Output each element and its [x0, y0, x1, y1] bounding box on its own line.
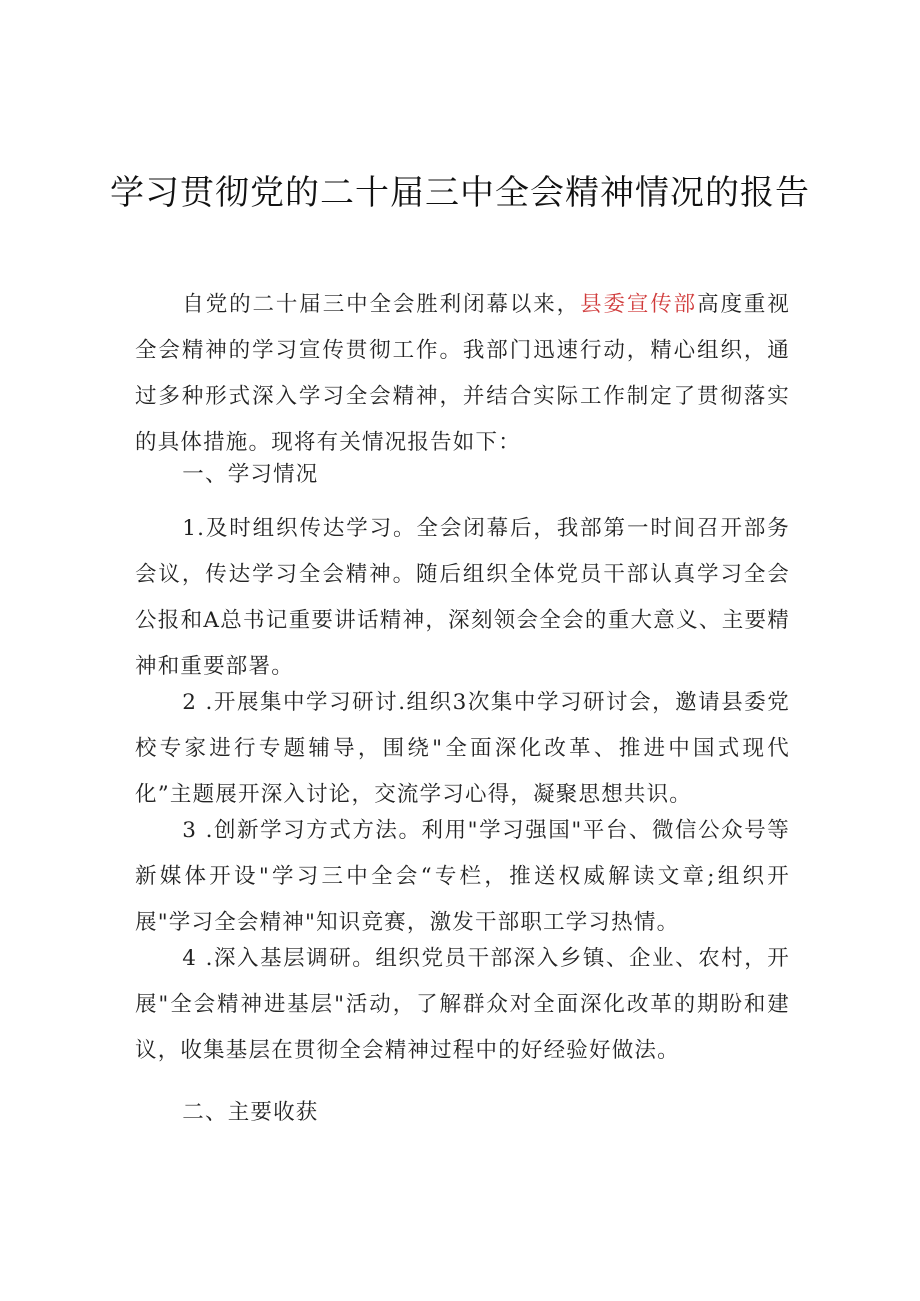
- intro-text-end: 高度重视全会精神的学习宣传贯彻工作。我部门迅速行动，精心组织，通过多种形式深入学习全会精神，并结合实际工作制定了贯彻落实的具体措施。现将有关情况报告如下：: [135, 292, 790, 455]
- intro-paragraph: [135, 282, 790, 466]
- list-item: 4 .深入基层调研。组织党员干部深入乡镇、企业、农村，开展"全会精神进基层"活动，了解群众对全面深化改革的期盼和建议，收集基层在贯彻全会精神过程中的好经验好做法。: [135, 946, 790, 1063]
- document-title: 学习贯彻党的二十届三中全会精神情况的报告: [110, 173, 810, 213]
- section-heading-study: 一、学习情况: [182, 462, 319, 487]
- list-item: 3 .创新学习方式方法。利用"学习强国"平台、微信公众号等新媒体开设"学习三中全会“专栏，推送权威解读文章;组织开展"学习全会精神"知识竞赛，激发干部职工学习热情。: [135, 818, 790, 935]
- section-heading-gains: 二、主要收获: [182, 1100, 319, 1125]
- list-item: 1.及时组织传达学习。全会闭幕后，我部第一时间召开部务会议，传达学习全会精神。随后组织全体党员干部认真学习全会公报和A总书记重要讲话精神，深刻领会全会的重大意义、主要精神和重要部署。: [135, 516, 790, 679]
- list-item: 2 .开展集中学习研讨.组织3次集中学习研讨会，邀请县委党校专家进行专题辅导，围绕"全面深化改革、推进中国式现代化”主题展开深入讨论，交流学习心得，凝聚思想共识。: [135, 690, 790, 807]
- highlighted-department: 县委宣传部: [580, 292, 698, 317]
- intro-text-start: 自党的二十届三中全会胜利闭幕以来，: [182, 292, 581, 317]
